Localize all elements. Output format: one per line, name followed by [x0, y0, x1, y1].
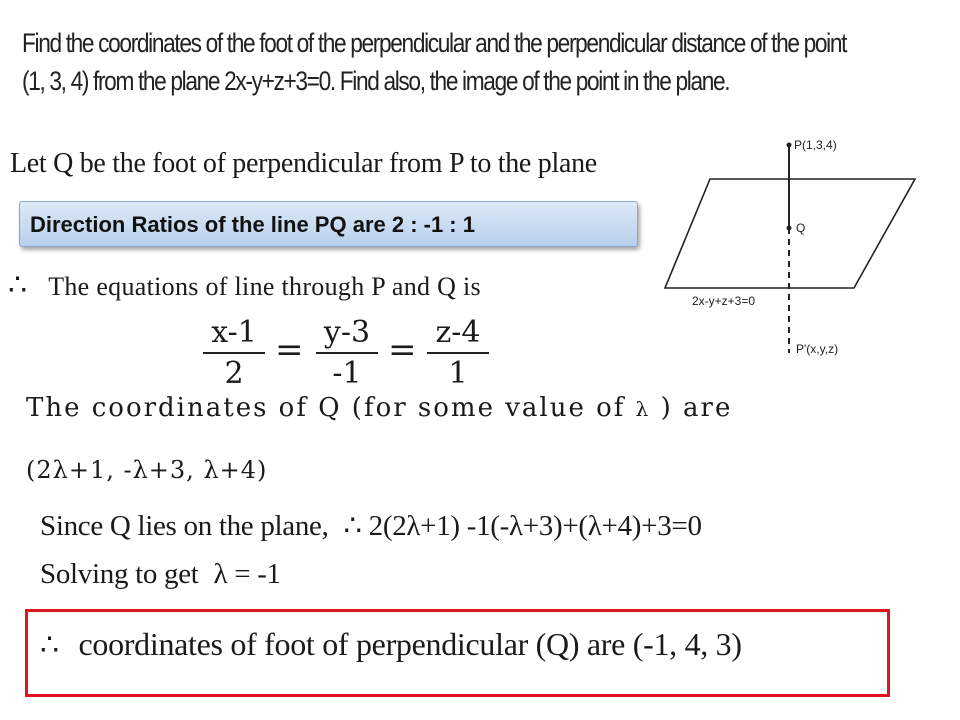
lambda-result: λ = -1 — [213, 558, 281, 590]
problem-statement — [22, 24, 847, 100]
therefore-symbol: ∴ — [343, 510, 362, 542]
lambda-symbol: λ — [635, 397, 651, 421]
point-p — [787, 143, 792, 148]
result-line — [40, 626, 742, 663]
label-image-point: P'(x,y,z) — [796, 342, 839, 356]
fraction-y — [316, 316, 378, 392]
equals-sign: = — [388, 330, 417, 370]
therefore-symbol: ∴ — [40, 629, 59, 662]
label-p: P(1,3,4) — [794, 138, 837, 152]
point-q — [787, 226, 792, 231]
label-q: Q — [796, 221, 806, 235]
step-let-q: Let Q be the foot of perpendicular from P to the plane — [10, 148, 597, 179]
label-plane: 2x-y+z+3=0 — [692, 294, 756, 308]
therefore-symbol: ∴ — [8, 269, 28, 302]
direction-ratios-callout: Direction Ratios of the line PQ are 2 : -1 : 1 — [19, 201, 638, 247]
fraction-y-numerator: y-3 — [323, 315, 371, 350]
fraction-z-denominator: 1 — [448, 356, 468, 391]
solving-step — [40, 558, 281, 591]
coordinates-tuple: (2λ+1, -λ+3, λ+4) — [26, 456, 268, 484]
problem-line-2: (1, 3, 4) from the plane 2x-y+z+3=0. Find also, the image of the point in the plane. — [22, 66, 730, 96]
fraction-x-denominator: 2 — [224, 356, 244, 391]
equations-intro — [8, 268, 481, 303]
coordinates-text-after: ) are — [660, 393, 733, 423]
fraction-y-denominator: -1 — [332, 356, 362, 391]
fraction-z — [427, 316, 489, 392]
fraction-bar — [203, 352, 265, 354]
solving-text: Solving to get — [40, 558, 199, 590]
since-q-on-plane — [40, 508, 702, 543]
result-text: coordinates of foot of perpendicular (Q) are (-1, 4, 3) — [78, 626, 742, 662]
equations-intro-text: The equations of line through P and Q is — [48, 272, 481, 301]
coordinates-of-q-text — [26, 393, 732, 423]
perpendicular-diagram — [630, 128, 955, 368]
plane-substitution-equation: 2(2λ+1) -1(-λ+3)+(λ+4)+3=0 — [368, 510, 702, 542]
fraction-z-numerator: z-4 — [435, 315, 481, 350]
fraction-bar — [427, 352, 489, 354]
equals-sign: = — [275, 330, 304, 370]
problem-line-1: Find the coordinates of the foot of the perpendicular and the perpendicular distance of the point — [22, 28, 847, 58]
since-text: Since Q lies on the plane, — [40, 510, 329, 542]
fraction-x-numerator: x-1 — [211, 315, 257, 350]
fraction-x — [203, 316, 265, 392]
fraction-bar — [316, 352, 378, 354]
coordinates-text-before: The coordinates of Q (for some value of — [26, 393, 626, 423]
